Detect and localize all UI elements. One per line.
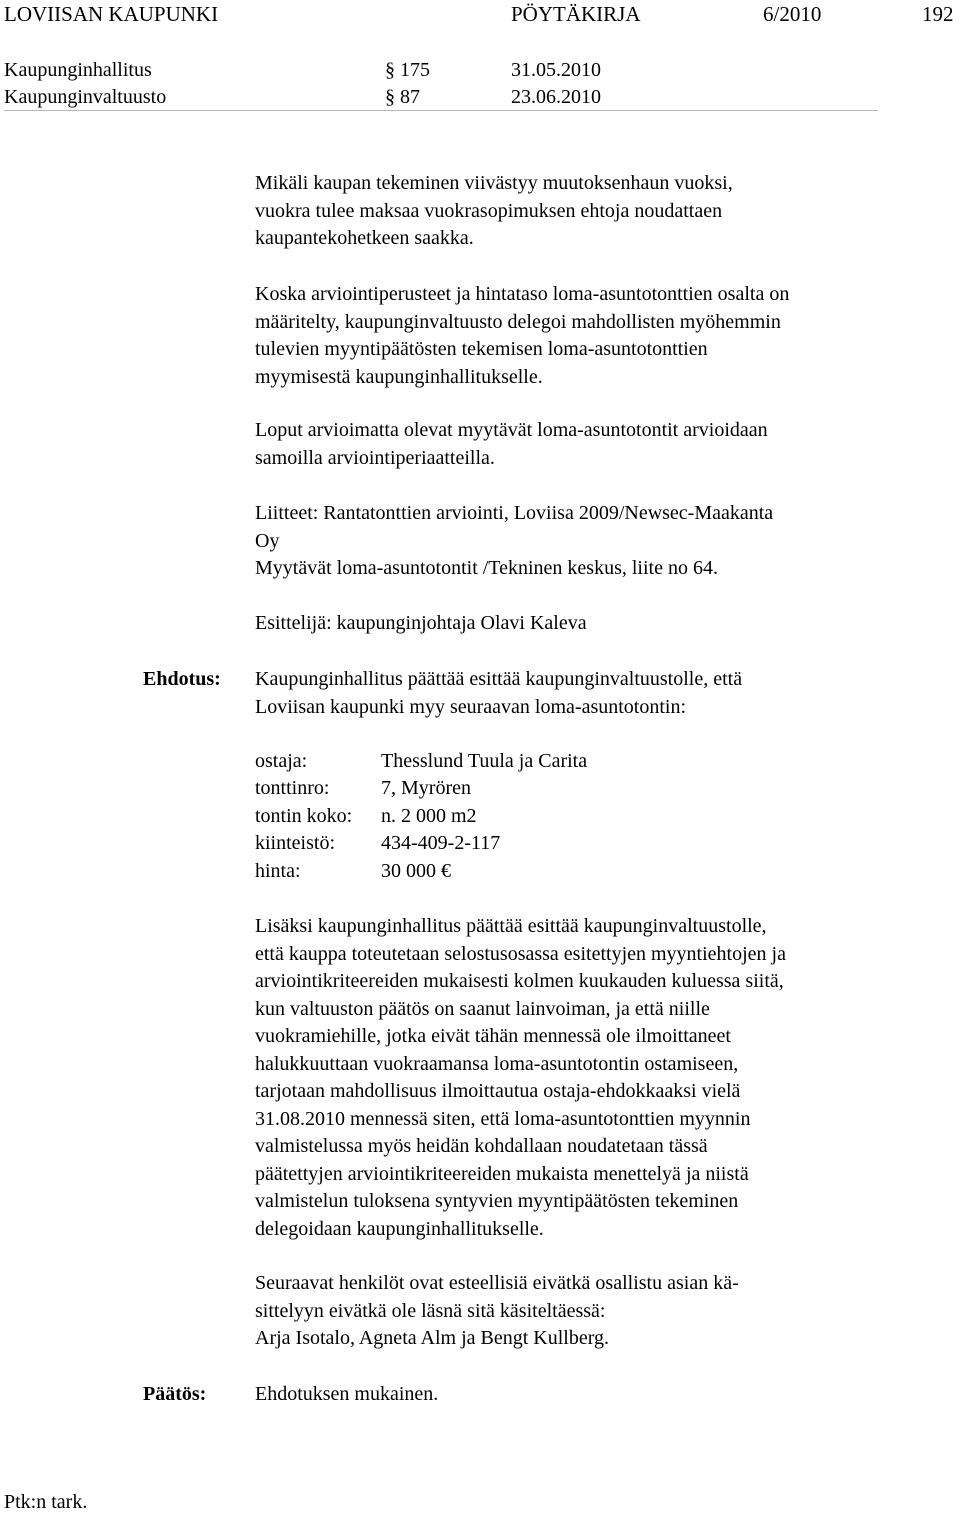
label-decision: Päätös: (143, 1383, 207, 1405)
text-line: vuokramiehille, jotka eivät tähän mennessä ole ilmoittaneet (255, 1025, 731, 1047)
paragraph-remaining-lots (255, 417, 895, 472)
text-line: Lisäksi kaupunginhallitus päättää esittää kaupunginvaltuustolle, (255, 915, 767, 937)
lot-value: 434-409-2-117 (381, 832, 501, 854)
text-line: Ehdotuksen mukainen. (255, 1383, 439, 1405)
text-line: halukkuuttaan vuokraamansa loma-asuntotontin ostamiseen, (255, 1052, 739, 1075)
text-line: myymisestä kaupunginhallitukselle. (255, 365, 543, 388)
lot-key: hinta: (255, 860, 301, 882)
meta-section-2: § 87 (385, 86, 420, 108)
text-line: kun valtuuston päätös on saanut lainvoiman, ja että niille (255, 997, 710, 1020)
header-org: LOVIISAN KAUPUNKI (4, 2, 219, 26)
text-line: että kauppa toteutetaan selostusosassa esitettyjen myyntiehtojen ja (255, 942, 786, 965)
lot-key: tonttinro: (255, 777, 330, 799)
text-line: Esittelijä: kaupunginjohtaja Olavi Kaleva (255, 612, 587, 634)
lot-row-property (255, 830, 500, 858)
paragraph-attachments (255, 500, 895, 583)
label-proposal: Ehdotus: (143, 668, 221, 690)
text-line: kaupantekohetkeen saakka. (255, 227, 474, 249)
meta-date-2: 23.06.2010 (511, 86, 601, 108)
header-divider (4, 110, 878, 111)
paragraph-delegation (255, 281, 895, 391)
text-line: Loput arvioimatta olevat myytävät loma-asuntotontit arvioidaan (255, 419, 768, 441)
text-line: päätettyjen arviointikriteereiden mukaista menettelyä ja niistä (255, 1162, 749, 1185)
text-line: vuokra tulee maksaa vuokrasopimuksen ehtoja noudattaen (255, 199, 723, 222)
paragraph-presenter (255, 610, 895, 638)
text-line: Arja Isotalo, Agneta Alm ja Bengt Kullberg. (255, 1327, 610, 1349)
text-line: tarjotaan mahdollisuus ilmoittautua ostaja-ehdokkaaksi vielä (255, 1080, 741, 1102)
header-doc-type: PÖYTÄKIRJA (511, 2, 641, 26)
meta-date-1: 31.05.2010 (511, 59, 601, 81)
text-line: Oy (255, 529, 280, 552)
lot-value: Thesslund Tuula ja Carita (381, 750, 588, 772)
text-line: Kaupunginhallitus päättää esittää kaupunginvaltuustolle, että (255, 668, 743, 690)
text-line: Loviisan kaupunki myy seuraavan loma-asuntotontin: (255, 695, 687, 718)
lot-row-number (255, 775, 471, 803)
text-line: tulevien myyntipäätösten tekemisen loma-asuntotonttien (255, 338, 708, 360)
lot-key: ostaja: (255, 750, 308, 772)
text-line: Seuraavat henkilöt ovat esteellisiä eivätkä osallistu asian kä- (255, 1272, 739, 1294)
text-line: valmistelun tuloksena syntyvien myyntipäätösten tekeminen (255, 1190, 739, 1212)
text-line: Myytävät loma-asuntotontit /Tekninen keskus, liite no 64. (255, 557, 718, 579)
text-line: Koska arviointiperusteet ja hintataso loma-asuntotonttien osalta on (255, 283, 790, 305)
lot-key: kiinteistö: (255, 832, 335, 854)
paragraph-additional-proposal (255, 913, 895, 1243)
meta-body-1: Kaupunginhallitus (4, 59, 152, 81)
text-line: samoilla arviointiperiaatteilla. (255, 446, 495, 469)
lot-row-price (255, 858, 451, 886)
text-line: valmistelussa myös heidän kohdallaan noudatetaan tässä (255, 1135, 708, 1157)
paragraph-decision (255, 1381, 895, 1409)
footer-minutes-check: Ptk:n tark. (4, 1491, 88, 1513)
lot-row-size (255, 803, 477, 831)
paragraph-lease (255, 170, 895, 253)
text-line: arviointikriteereiden mukaisesti kolmen kuukauden kuluessa siitä, (255, 970, 784, 992)
text-line: Liitteet: Rantatonttien arviointi, Loviisa 2009/Newsec-Maakanta (255, 502, 774, 524)
text-line: sittelyyn eivätkä ole läsnä sitä käsiteltäessä: (255, 1299, 606, 1322)
text-line: 31.08.2010 mennessä siten, että loma-asuntotonttien myynnin (255, 1107, 751, 1130)
text-line: määritelty, kaupunginvaltuusto delegoi mahdollisten myöhemmin (255, 310, 781, 333)
meta-body-2: Kaupunginvaltuusto (4, 86, 167, 108)
meta-section-1: § 175 (385, 59, 430, 81)
lot-value: n. 2 000 m2 (381, 805, 477, 827)
lot-value: 7, Myrören (381, 777, 471, 799)
paragraph-proposal (255, 666, 895, 721)
lot-row-buyer (255, 748, 587, 776)
header-page-number: 192 (922, 2, 954, 26)
text-line: delegoidaan kaupunginhallitukselle. (255, 1217, 544, 1240)
text-line: Mikäli kaupan tekeminen viivästyy muutoksenhaun vuoksi, (255, 172, 733, 194)
header-issue: 6/2010 (763, 2, 822, 26)
lot-key: tontin koko: (255, 805, 353, 827)
lot-value: 30 000 € (381, 860, 451, 882)
paragraph-disqualified (255, 1270, 895, 1353)
